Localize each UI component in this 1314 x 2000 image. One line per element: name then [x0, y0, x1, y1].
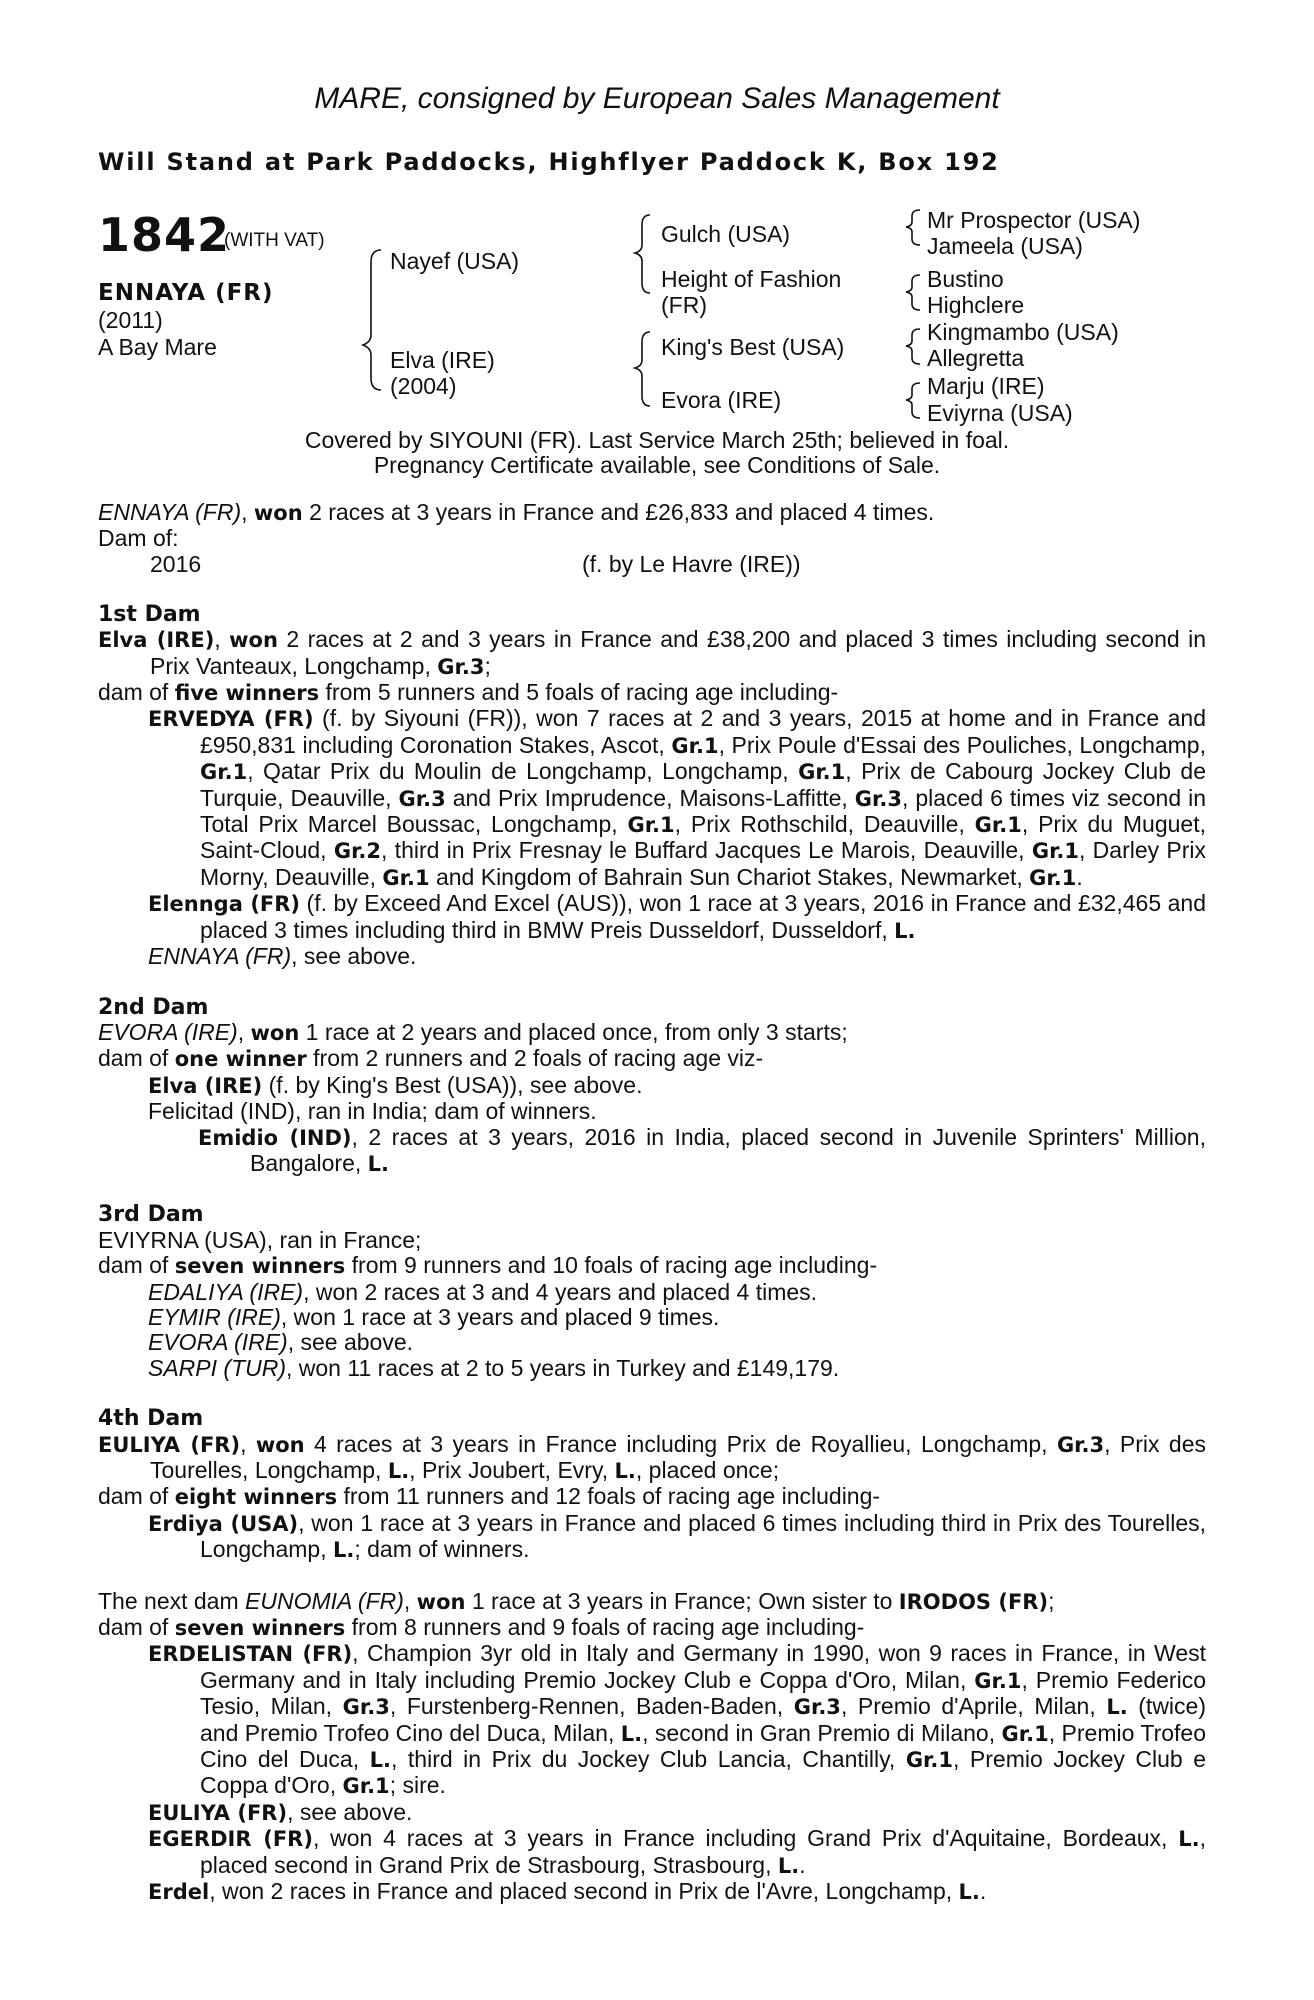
- pedigree-notes: [98, 500, 1206, 1906]
- sire-sire-sire: Mr Prospector (USA): [927, 207, 1141, 233]
- third-dam-record: EVIYRNA (USA), ran in France;: [98, 1226, 422, 1253]
- dam-dam-dam: Eviyrna (USA): [927, 400, 1073, 426]
- horse-year: (2011): [98, 307, 163, 333]
- first-dam-offspring-3: ENNAYA (FR), see above.: [148, 943, 417, 970]
- third-dam-offspring-2: EYMIR (IRE), won 1 race at 3 years and placed 9 times.: [148, 1303, 720, 1330]
- bracket-dd: [906, 383, 920, 418]
- sire-name: Nayef (USA): [390, 248, 520, 274]
- dam-name: Elva (IRE): [390, 347, 495, 373]
- next-dam-offspring-3: EGERDIR (FR), won 4 races at 3 years in France including Grand Prix d'Aquitaine, Bordeaux, L., placed second in Grand Prix de Strasbourg, Strasbourg, L..: [148, 1825, 1206, 1878]
- next-dam-offspring-4: Erdel, won 2 races in France and placed second in Prix de l'Avre, Longchamp, L..: [148, 1878, 987, 1905]
- covered-line: Covered by SIYOUNI (FR). Last Service March 25th; believed in foal.: [304, 427, 1010, 453]
- lot-number: 1842: [98, 208, 231, 262]
- bracket-dam: [635, 332, 650, 406]
- third-dam-offspring-3: EVORA (IRE), see above.: [148, 1329, 414, 1356]
- dam-sire: King's Best (USA): [661, 334, 845, 360]
- sire-dam-dam: Highclere: [927, 292, 1025, 318]
- third-dam-offspring-4: SARPI (TUR), won 11 races at 2 to 5 years in Turkey and £149,179.: [148, 1354, 840, 1381]
- stand-line: Will Stand at Park Paddocks, Highflyer Paddock K, Box 192: [98, 148, 1000, 176]
- second-dam-offspring-1: Elva (IRE) (f. by King's Best (USA)), see above.: [148, 1071, 643, 1098]
- bracket-sire: [635, 215, 650, 293]
- vat-note: (WITH VAT): [224, 230, 325, 251]
- fourth-dam-dam-of: dam of eight winners from 11 runners and 12 foals of racing age including-: [98, 1483, 881, 1510]
- horse-name: ENNAYA (FR): [98, 280, 274, 306]
- second-dam-grandoffspring-1: Emidio (IND), 2 races at 3 years, 2016 in India, placed second in Juvenile Sprinters' Million, Bangalore, L.: [198, 1123, 1206, 1176]
- second-dam-record: EVORA (IRE), won 1 race at 2 years and placed once, from only 3 starts;: [98, 1018, 848, 1045]
- first-dam-dam-of: dam of five winners from 5 runners and 5 foals of racing age including-: [98, 679, 839, 706]
- sire-dam-suffix: (FR): [661, 292, 707, 318]
- next-dam-dam-of: dam of seven winners from 8 runners and 9 foals of racing age including-: [98, 1614, 865, 1641]
- next-dam-offspring-2: EULIYA (FR), see above.: [148, 1798, 413, 1825]
- dam-dam: Evora (IRE): [661, 387, 782, 413]
- fourth-dam-record: EULIYA (FR), won 4 races at 3 years in France including Prix de Royallieu, Longchamp, Gr.3, Prix des Tourelles, Longchamp, L., Prix Joubert, Evry, L., placed once;: [98, 1430, 1206, 1483]
- second-dam-dam-of: dam of one winner from 2 runners and 2 foals of racing age viz-: [98, 1045, 764, 1072]
- dam-dam-sire: Marju (IRE): [927, 373, 1045, 399]
- fourth-dam-heading: 4th Dam: [98, 1406, 204, 1432]
- bracket-ss: [906, 210, 920, 245]
- third-dam-offspring-1: EDALIYA (IRE), won 2 races at 3 and 4 years and placed 4 times.: [148, 1278, 818, 1305]
- bracket-ds: [906, 329, 920, 364]
- next-dam-offspring-1: ERDELISTAN (FR), Champion 3yr old in Italy and Germany in 1990, won 9 races in France, in West Germany and in Italy including Premio Jockey Club e Coppa d'Oro, Milan, Gr.1, Premio Federico Tesio, Milan, Gr.3, Furstenberg-Rennen, Baden-Baden, Gr.3, Premio d'Aprile, Milan, L. (twice) and Premio Trofeo Cino del Duca, Milan, L., second in Gran Premio di Milano, Gr.1, Premio Trofeo Cino del Duca, L., third in Prix du Jockey Club Lancia, Chantilly, Gr.1, Premio Jockey Club e Coppa d'Oro, Gr.1; sire.: [148, 1640, 1206, 1799]
- third-dam-dam-of: dam of seven winners from 9 runners and 10 foals of racing age including-: [98, 1252, 878, 1279]
- dam-year: (2004): [390, 373, 457, 399]
- dam-sire-sire: Kingmambo (USA): [927, 319, 1119, 345]
- sire-dam-sire: Bustino: [927, 266, 1004, 292]
- fourth-dam-offspring-1: Erdiya (USA), won 1 race at 3 years in France and placed 6 times including third in Prix des Tourelles, Longchamp, L.; dam of winners.: [148, 1509, 1207, 1563]
- horse-description: A Bay Mare: [98, 334, 217, 360]
- pregnancy-line: Pregnancy Certificate available, see Conditions of Sale.: [373, 452, 941, 478]
- foal-entry: 2016 (f. by Le Havre (IRE)): [150, 550, 801, 577]
- sire-dam: Height of Fashion: [661, 266, 842, 292]
- dam-of-label: Dam of:: [98, 525, 179, 552]
- sire-sire: Gulch (USA): [661, 221, 791, 247]
- third-dam-heading: 3rd Dam: [98, 1202, 204, 1228]
- bracket-sd: [906, 275, 920, 310]
- first-dam-offspring-2: Elennga (FR) (f. by Exceed And Excel (AUS)), won 1 race at 3 years, 2016 in France and £32,465 and placed 3 times including third in BMW Preis Dusseldorf, Dusseldorf, L.: [148, 890, 1206, 943]
- dam-sire-dam: Allegretta: [927, 345, 1025, 371]
- second-dam-offspring-2: Felicitad (IND), ran in India; dam of winners.: [148, 1098, 597, 1125]
- next-dam-record: The next dam EUNOMIA (FR), won 1 race at 3 years in France; Own sister to IRODOS (FR);: [98, 1587, 1055, 1614]
- produce-record: ENNAYA (FR), won 2 races at 3 years in France and £26,833 and placed 4 times.: [98, 499, 935, 525]
- first-dam-heading: 1st Dam: [98, 601, 201, 627]
- second-dam-heading: 2nd Dam: [98, 994, 209, 1020]
- bracket-sire-dam: [363, 250, 381, 390]
- first-dam-record: Elva (IRE), won 2 races at 2 and 3 years in France and £38,200 and placed 3 times including second in Prix Vanteaux, Longchamp, Gr.3;: [98, 626, 1207, 679]
- first-dam-offspring-1: ERVEDYA (FR) (f. by Siyouni (FR)), won 7 races at 2 and 3 years, 2015 at home and in France and £950,831 including Coronation Stakes, Ascot, Gr.1, Prix Poule d'Essai des Pouliches, Longchamp, Gr.1, Qatar Prix du Moulin de Longchamp, Longchamp, Gr.1, Prix de Cabourg Jockey Club de Turquie, Deauville, Gr.3 and Prix Imprudence, Maisons-Laffitte, Gr.3, placed 6 times viz second in Total Prix Marcel Boussac, Longchamp, Gr.1, Prix Rothschild, Deauville, Gr.1, Prix du Muguet, Saint-Cloud, Gr.2, third in Prix Fresnay le Buffard Jacques Le Marois, Deauville, Gr.1, Darley Prix Morny, Deauville, Gr.1 and Kingdom of Bahrain Sun Chariot Stakes, Newmarket, Gr.1.: [148, 705, 1207, 890]
- sire-sire-dam: Jameela (USA): [927, 233, 1083, 259]
- consignor-line: MARE, consigned by European Sales Management: [314, 82, 1000, 115]
